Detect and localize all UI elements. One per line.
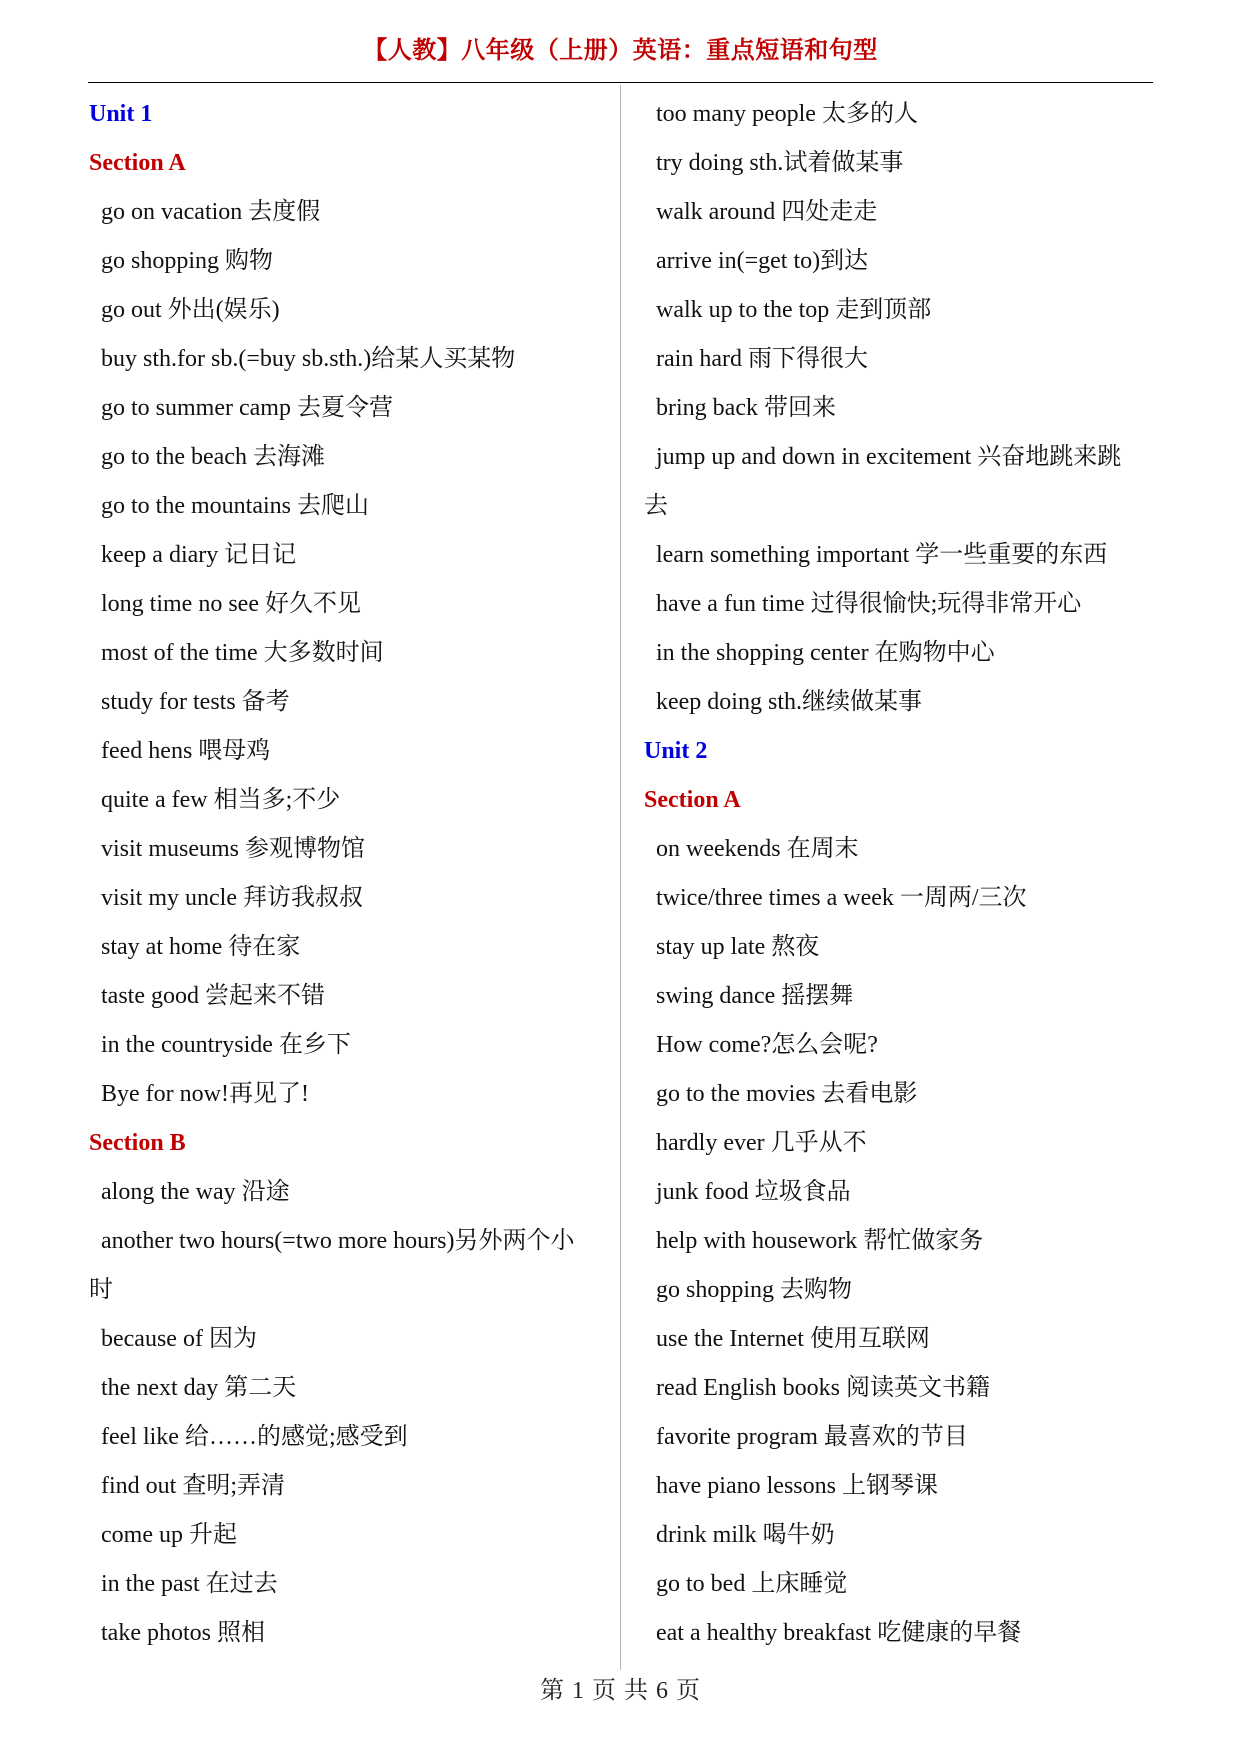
- phrase-item: swing dance 摇摆舞: [656, 983, 854, 1009]
- phrase-item: walk around 四处走走: [656, 199, 878, 225]
- phrase-item: feed hens 喂母鸡: [101, 738, 271, 764]
- phrase-item: long time no see 好久不见: [101, 591, 361, 617]
- phrase-item: How come?怎么会呢?: [656, 1032, 878, 1058]
- unit-heading: Unit 2: [644, 738, 708, 764]
- phrase-item: go to the movies 去看电影: [656, 1081, 918, 1107]
- section-heading: Section B: [89, 1130, 186, 1156]
- phrase-item: quite a few 相当多;不少: [101, 787, 341, 813]
- phrase-item: keep a diary 记日记: [101, 542, 297, 568]
- phrase-item: because of 因为: [101, 1326, 257, 1352]
- phrase-item: eat a healthy breakfast 吃健康的早餐: [656, 1620, 1022, 1646]
- phrase-item: go to the mountains 去爬山: [101, 493, 369, 519]
- phrase-item: favorite program 最喜欢的节目: [656, 1424, 968, 1450]
- phrase-item: feel like 给……的感觉;感受到: [101, 1424, 408, 1450]
- phrase-item: go out 外出(娱乐): [101, 297, 280, 323]
- phrase-item: go shopping 购物: [101, 248, 274, 274]
- phrase-item: take photos 照相: [101, 1620, 265, 1646]
- phrase-item: twice/three times a week 一周两/三次: [656, 885, 1027, 911]
- phrase-item: use the Internet 使用互联网: [656, 1326, 930, 1352]
- phrase-item: most of the time 大多数时间: [101, 640, 384, 666]
- column-divider: [620, 85, 621, 1670]
- phrase-item: along the way 沿途: [101, 1179, 290, 1205]
- unit-heading: Unit 1: [89, 101, 153, 127]
- phrase-item: Bye for now!再见了!: [101, 1081, 309, 1107]
- phrase-item: junk food 垃圾食品: [656, 1179, 851, 1205]
- phrase-item: come up 升起: [101, 1522, 237, 1548]
- phrase-item: in the past 在过去: [101, 1571, 278, 1597]
- phrase-item: help with housework 帮忙做家务: [656, 1228, 984, 1254]
- phrase-item: walk up to the top 走到顶部: [656, 297, 932, 323]
- phrase-item: go to the beach 去海滩: [101, 444, 325, 470]
- phrase-item: rain hard 雨下得很大: [656, 346, 868, 372]
- phrase-item: read English books 阅读英文书籍: [656, 1375, 990, 1401]
- phrase-item: bring back 带回来: [656, 395, 836, 421]
- phrase-item: find out 查明;弄清: [101, 1473, 285, 1499]
- phrase-item: visit my uncle 拜访我叔叔: [101, 885, 363, 911]
- section-heading: Section A: [89, 150, 186, 176]
- phrase-item: learn something important 学一些重要的东西: [656, 542, 1108, 568]
- phrase-item: arrive in(=get to)到达: [656, 248, 869, 274]
- phrase-item: stay at home 待在家: [101, 934, 301, 960]
- phrase-item: have a fun time 过得很愉快;玩得非常开心: [656, 591, 1082, 617]
- right-column: [644, 90, 1164, 1658]
- phrase-item: drink milk 喝牛奶: [656, 1522, 835, 1548]
- left-column: [89, 90, 604, 1658]
- phrase-item-continuation: 去: [644, 493, 668, 519]
- phrase-item: in the shopping center 在购物中心: [656, 640, 995, 666]
- phrase-item: the next day 第二天: [101, 1375, 297, 1401]
- phrase-item: taste good 尝起来不错: [101, 983, 325, 1009]
- phrase-item: hardly ever 几乎从不: [656, 1130, 867, 1156]
- phrase-item: go to summer camp 去夏令营: [101, 395, 393, 421]
- header-divider: [88, 82, 1153, 83]
- section-heading: Section A: [644, 787, 741, 813]
- phrase-item: in the countryside 在乡下: [101, 1032, 351, 1058]
- page-number: 第 1 页 共 6 页: [540, 1678, 701, 1704]
- phrase-item: another two hours(=two more hours)另外两个小: [101, 1228, 575, 1254]
- phrase-item: go to bed 上床睡觉: [656, 1571, 848, 1597]
- phrase-item: too many people 太多的人: [656, 101, 918, 127]
- phrase-item: keep doing sth.继续做某事: [656, 689, 922, 715]
- phrase-item: on weekends 在周末: [656, 836, 859, 862]
- phrase-item: study for tests 备考: [101, 689, 290, 715]
- phrase-item: jump up and down in excitement 兴奋地跳来跳: [656, 444, 1122, 470]
- phrase-item: stay up late 熬夜: [656, 934, 820, 960]
- phrase-item: buy sth.for sb.(=buy sb.sth.)给某人买某物: [101, 346, 516, 372]
- phrase-item: try doing sth.试着做某事: [656, 150, 904, 176]
- page-title: 【人教】八年级（上册）英语：重点短语和句型: [363, 38, 878, 64]
- phrase-item: have piano lessons 上钢琴课: [656, 1473, 938, 1499]
- phrase-item: visit museums 参观博物馆: [101, 836, 366, 862]
- phrase-item: go shopping 去购物: [656, 1277, 853, 1303]
- phrase-item-continuation: 时: [89, 1277, 113, 1303]
- phrase-item: go on vacation 去度假: [101, 199, 321, 225]
